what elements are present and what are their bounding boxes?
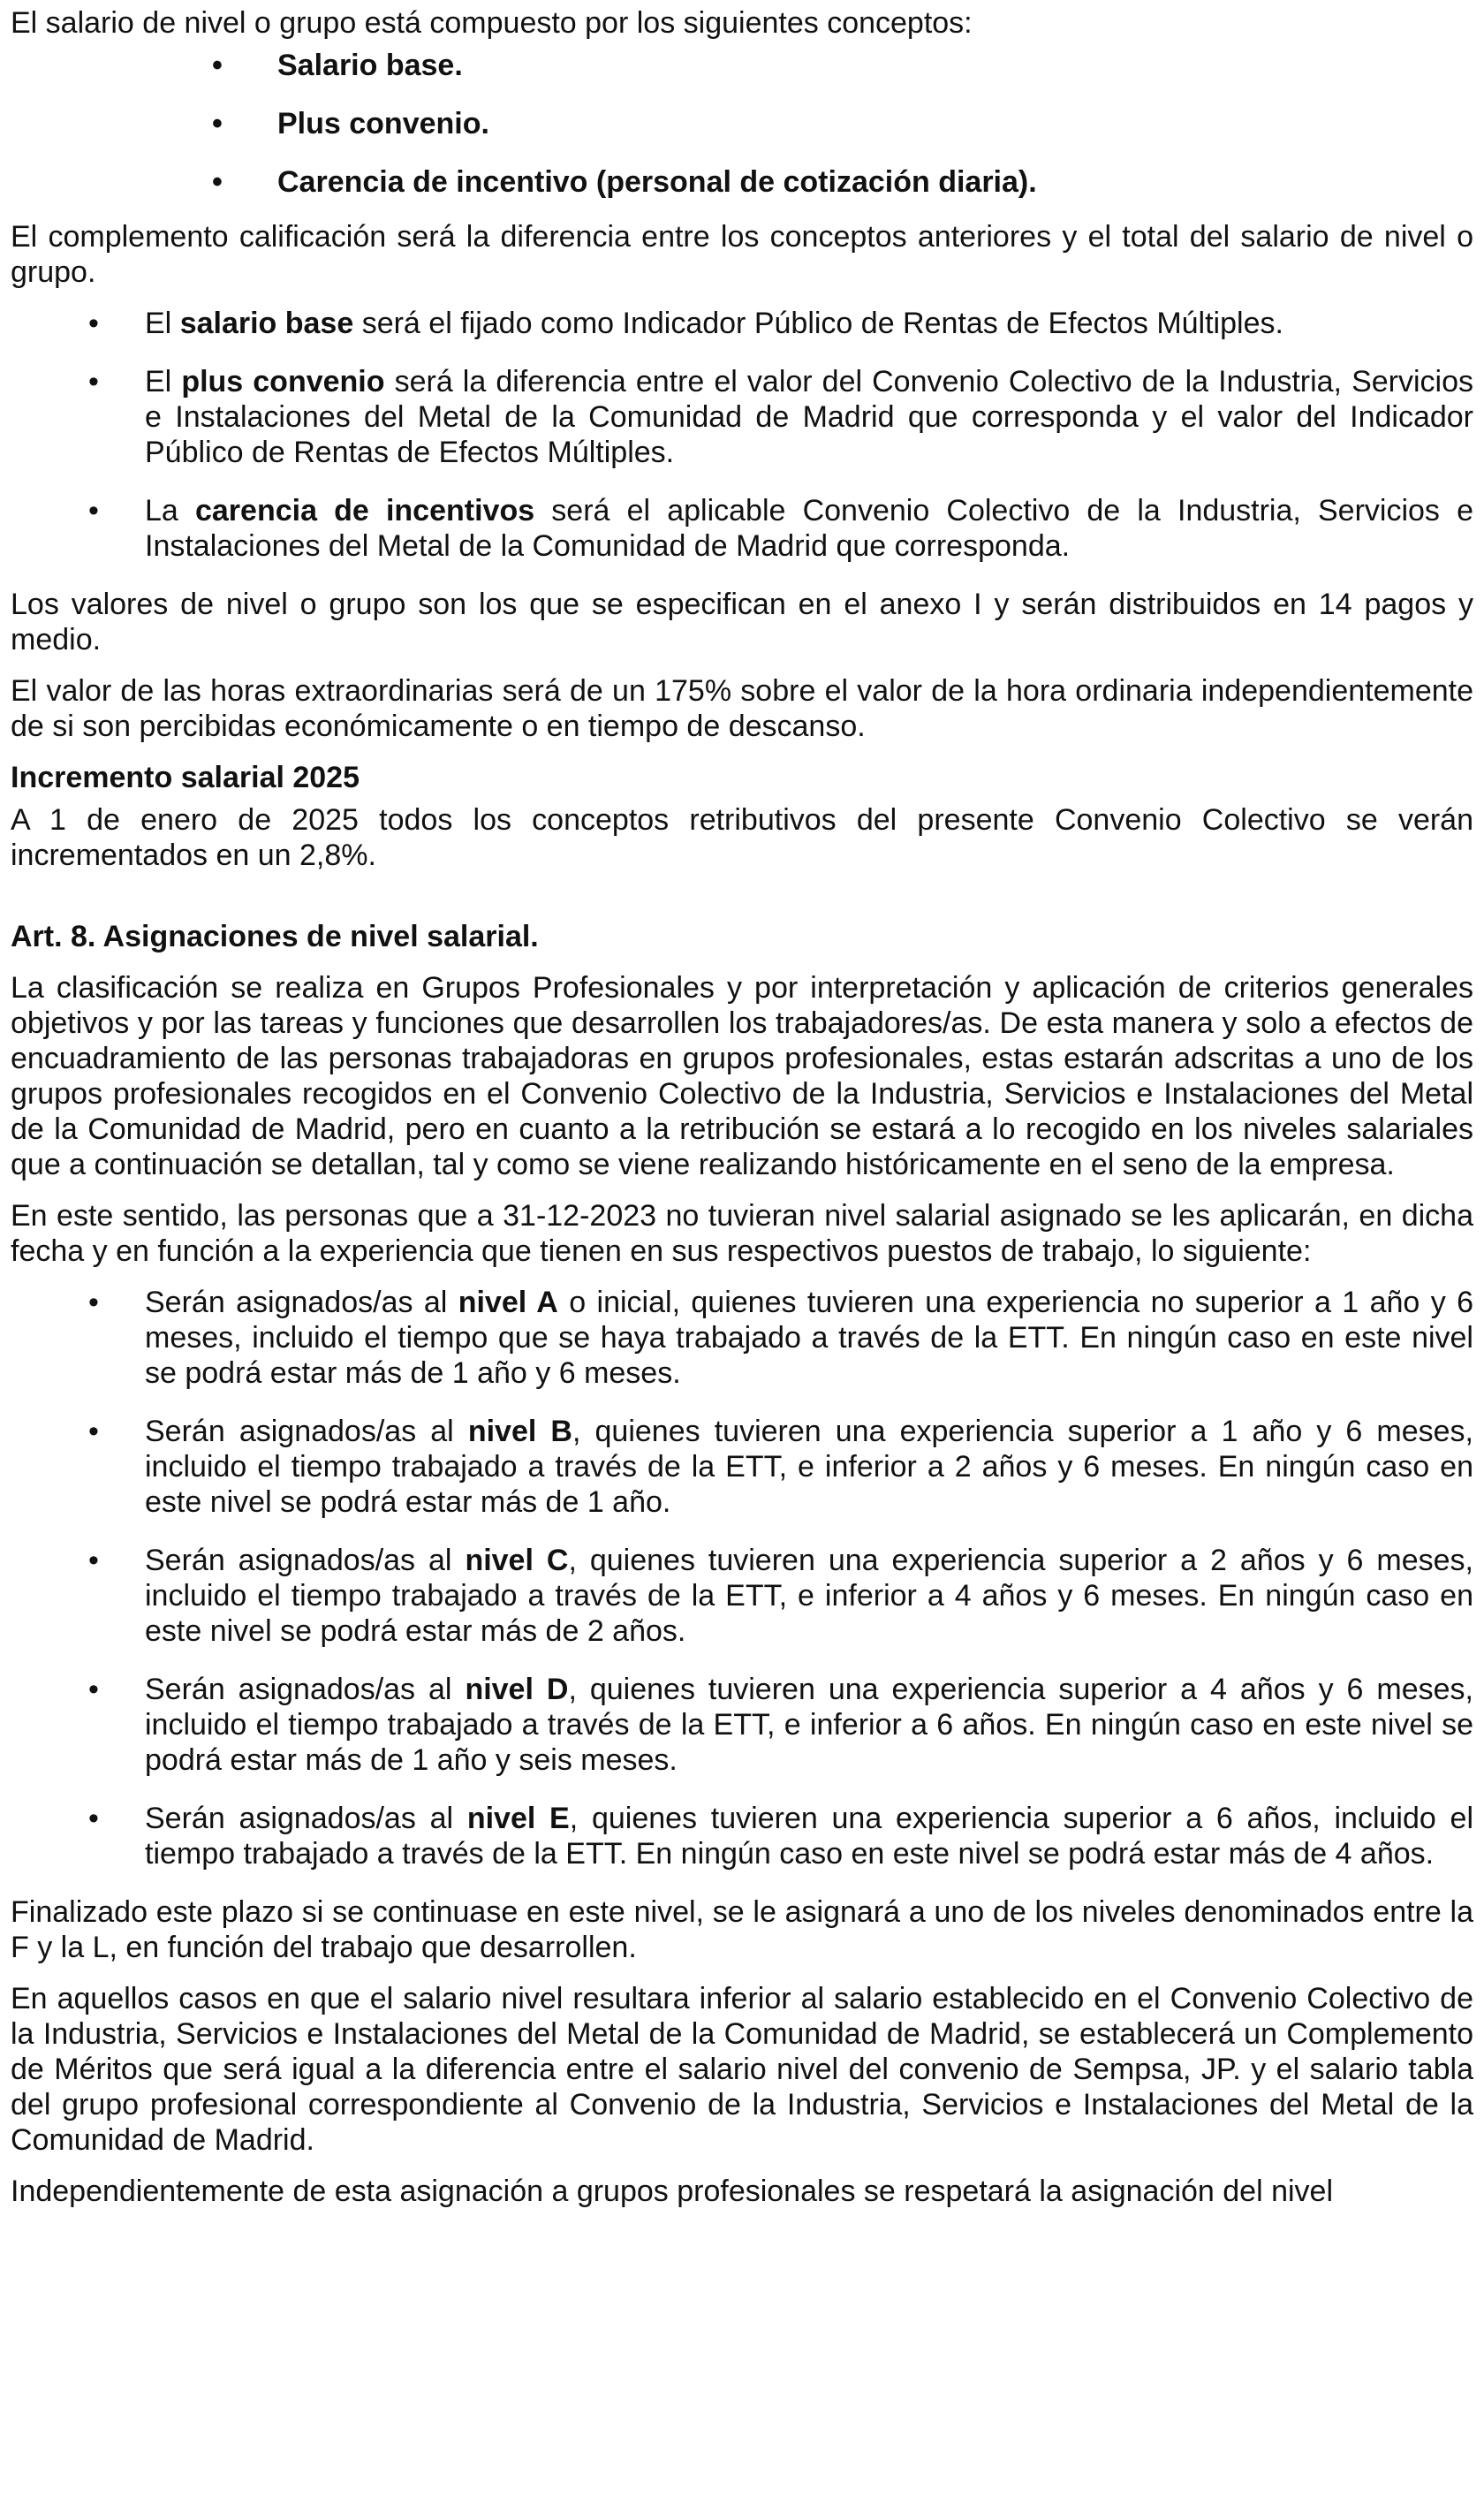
list-item <box>11 48 1473 83</box>
independientemente-paragraph: Independientemente de esta asignación a grupos profesionales se respetará la asignación del nivel <box>11 2175 1334 2208</box>
nivel-text: , quienes tuvieren una experiencia superior a 1 año y 6 meses, incluido el tiempo trabajado a través de la ETT, e inferior a 2 años y 6 meses. En ningún caso en este nivel se podrá estar más de 1 año. <box>145 1415 1474 1519</box>
bullet-icon: • <box>88 1415 99 1448</box>
definition-term: plus convenio <box>181 365 385 398</box>
art8-paragraph-1: La clasificación se realiza en Grupos Profesionales y por interpretación y aplicación de criterios generales objetivos y por las tareas y funciones que desarrollen los trabajadores/as. De esta manera y solo a efectos de encuadramiento de las personas trabajadoras en grupos profesionales, estas estarán adscritas a uno de los grupos profesionales recogidos en el Convenio Colectivo de la Industria, Servicios e Instalaciones del Metal de la Comunidad de Madrid, pero en cuanto a la retribución se estará a lo recogido en los niveles salariales que a continuación se detallan, tal y como se viene realizando históricamente en el seno de la empresa. <box>11 971 1473 1181</box>
nivel-text: o inicial, quienes tuvieren una experiencia no superior a 1 año y 6 meses, incluido el tiempo que se haya trabajado a través de la ETT. En ningún caso en este nivel se podrá estar más de 1 año y 6 meses. <box>145 1286 1473 1390</box>
bullet-icon: • <box>212 165 223 199</box>
bullet-icon: • <box>88 1544 99 1577</box>
nivel-prefix: Serán asignados/as al <box>145 1673 466 1706</box>
nivel-label: nivel E <box>466 1802 570 1835</box>
concept-text: Salario base. <box>277 49 463 82</box>
list-item <box>11 1672 1473 1778</box>
concept-text: Carencia de incentivo (personal de cotización diaria). <box>277 165 1037 199</box>
list-item <box>11 164 1473 200</box>
nivel-label: nivel A <box>458 1286 558 1319</box>
horas-paragraph: El valor de las horas extraordinarias será de un 175% sobre el valor de la hora ordinaria independientemente de si son percibidas económicamente o en tiempo de descanso. <box>11 674 1473 743</box>
bullet-icon: • <box>88 1802 99 1835</box>
bullet-icon: • <box>88 1673 99 1706</box>
definition-prefix: La <box>145 494 195 528</box>
nivel-prefix: Serán asignados/as al <box>145 1286 458 1319</box>
bullet-icon: • <box>88 1286 99 1319</box>
definition-prefix: El <box>145 307 180 340</box>
nivel-prefix: Serán asignados/as al <box>145 1802 467 1835</box>
nivel-prefix: Serán asignados/as al <box>145 1415 468 1448</box>
list-item <box>11 306 1473 341</box>
concept-text: Plus convenio. <box>277 107 489 140</box>
list-item <box>11 364 1473 470</box>
bullet-icon: • <box>212 49 223 82</box>
definition-text: será la diferencia entre el valor del Convenio Colectivo de la Industria, Servicios e Instalaciones del Metal de la Comunidad de Madrid que corresponda y el valor del Indicador Público de Rentas de Efectos Múltiples. <box>145 365 1474 469</box>
list-item <box>11 1543 1473 1649</box>
aquellos-paragraph: En aquellos casos en que el salario nivel resultara inferior al salario establecido en el Convenio Colectivo de la Industria, Servicios e Instalaciones del Metal de la Comunidad de Madrid, se establecerá un Complemento de Méritos que será igual a la diferencia entre el salario nivel del convenio de Sempsa, JP. y el salario tabla del grupo profesional correspondiente al Convenio de la Industria, Servicios e Instalaciones del Metal de la Comunidad de Madrid. <box>11 1982 1473 2157</box>
definition-text: será el aplicable Convenio Colectivo de la Industria, Servicios e Instalaciones del Metal de la Comunidad de Madrid que corresponda. <box>145 494 1473 563</box>
definition-term: carencia de incentivos <box>194 494 535 528</box>
list-item <box>11 1285 1473 1391</box>
nivel-text: , quienes tuvieren una experiencia superior a 4 años y 6 meses, incluido el tiempo trabajado a través de la ETT, e inferior a 6 años. En ningún caso en este nivel se podrá estar más de 1 año y seis meses. <box>145 1673 1473 1777</box>
intro-paragraph: El salario de nivel o grupo está compuesto por los siguientes conceptos: <box>11 6 973 40</box>
definition-prefix: El <box>145 365 182 398</box>
article-heading: Art. 8. Asignaciones de nivel salarial. <box>11 920 539 953</box>
list-item <box>11 1414 1473 1520</box>
nivel-label: nivel D <box>465 1673 569 1706</box>
nivel-text: , quienes tuvieren una experiencia superior a 6 años, incluido el tiempo trabajado a través de la ETT. En ningún caso en este nivel se podrá estar más de 4 años. <box>145 1802 1473 1871</box>
bullet-icon: • <box>88 307 99 340</box>
nivel-label: nivel C <box>465 1544 569 1577</box>
bullet-icon: • <box>88 365 99 398</box>
bullet-icon: • <box>88 494 99 528</box>
concepts-list <box>11 48 1473 200</box>
list-item <box>11 493 1473 564</box>
nivel-prefix: Serán asignados/as al <box>145 1544 466 1577</box>
complemento-paragraph: El complemento calificación será la diferencia entre los conceptos anteriores y el total del salario de nivel o grupo. <box>11 220 1473 289</box>
list-item <box>11 106 1473 141</box>
definitions-list <box>11 306 1473 564</box>
nivel-label: nivel B <box>467 1415 572 1448</box>
incremento-paragraph: A 1 de enero de 2025 todos los conceptos retributivos del presente Convenio Colectivo se verán incrementados en un 2,8%. <box>11 803 1473 872</box>
nivel-text: , quienes tuvieren una experiencia superior a 2 años y 6 meses, incluido el tiempo trabajado a través de la ETT, e inferior a 4 años y 6 meses. En ningún caso en este nivel se podrá estar más de 2 años. <box>145 1544 1473 1648</box>
list-item <box>11 1801 1473 1871</box>
bullet-icon: • <box>212 107 223 140</box>
finalizado-paragraph: Finalizado este plazo si se continuase en este nivel, se le asignará a uno de los niveles denominados entre la F y la L, en función del trabajo que desarrollen. <box>11 1895 1473 1964</box>
incremento-heading: Incremento salarial 2025 <box>11 761 360 794</box>
definition-term: salario base <box>179 307 354 340</box>
art8-paragraph-2: En este sentido, las personas que a 31-12-2023 no tuvieran nivel salarial asignado se les aplicarán, en dicha fecha y en función a la experiencia que tienen en sus respectivos puestos de trabajo, lo siguiente: <box>11 1199 1473 1268</box>
valores-paragraph: Los valores de nivel o grupo son los que se especifican en el anexo I y serán distribuidos en 14 pagos y medio. <box>11 588 1473 657</box>
niveles-list <box>11 1285 1473 1871</box>
definition-text: será el fijado como Indicador Público de Rentas de Efectos Múltiples. <box>353 307 1283 340</box>
